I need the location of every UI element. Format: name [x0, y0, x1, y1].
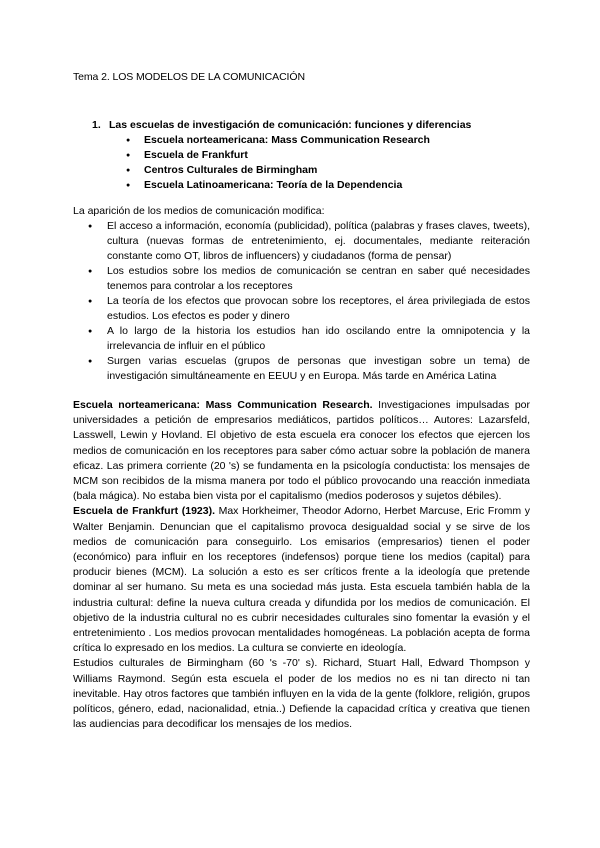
body-sections [73, 398, 530, 732]
outline-items [92, 133, 562, 193]
section-text: Max Horkheimer, Theodor Adorno, Herbet Marcuse, Eric Fromm y Walter Benjamin. Denuncian que el capitalismo provoca desigualdad social y se sirve de los medios de comunicación para conseguirlo. Los emisarios (empresarios) tienen el poder (económico) para influir en los receptores (indefensos) porque tiene los medios (capital) para producir bienes (MCM). La solución a esto es ser críticos frente a la ideología que pretende dominar al ser humano. Su meta es una sociedad más justa. Esta escuela también habla de la industria cultural: define la nueva cultura creada y difundida por los medios de comunicación. El objetivo de la industria cultural no es cubrir necesidades culturales sino fomentar la evasión y el entretenimiento . Los medios provocan mentalidades homogéneas. La población acepta de forma crítica lo expresado en los medios. La cultura se convierte en ideología. [73, 505, 530, 655]
intro-bullet: ● La teoría de los efectos que provocan sobre los receptores, el área privilegiada de estos estudios. Los efectos es poder y dinero [73, 294, 530, 324]
outline-item: ● Escuela Latinoamericana: Teoría de la Dependencia [92, 178, 562, 193]
intro-lead: La aparición de los medios de comunicación modifica: [73, 205, 325, 217]
intro-bullet: ● A lo largo de la historia los estudios han ido oscilando entre la omnipotencia y la irrelevancia de influir en el público [73, 324, 530, 354]
outline-heading-text: Las escuelas de investigación de comunicación: funciones y diferencias [109, 119, 472, 131]
section-text: Estudios culturales de Birmingham (60 's -70' s). Richard, Stuart Hall, Edward Thompson y Williams Raymond. Según esta escuela el poder de los medios no es ni tan directo ni tan inevitable. Hay otros factores que también influyen en la vida de la gente (folklore, religión, grupos políticos, género, edad, nacionalidad, etnia..) Defiende la capacidad crítica y creativa que tienen las audiencias para decodificar los mensajes de los medios. [73, 657, 530, 731]
section-text: Investigaciones impulsadas por universidades a petición de empresarios mediáticos, partidos políticos… Autores: Lazarsfeld, Lasswell, Lewin y Hovland. El objetivo de esta escuela era conocer los efectos que ejercen los medios de comunicación en los receptores para saber cómo actuar sobre la población de manera eficaz. Las primera corriente (20 's) se fundamenta en la psicología conductista: los mensajes de MCM son recibidos de la misma manera por todo el público provocando una reacción inmediata (bala mágica). No estaba bien vista por el capitalismo (medios poderosos y sujetos débiles). [73, 399, 530, 503]
outline-item: ● Centros Culturales de Birmingham [92, 163, 562, 178]
section-paragraph [73, 504, 530, 656]
outline-item: ● Escuela norteamericana: Mass Communication Research [92, 133, 562, 148]
outline-list [92, 118, 562, 193]
intro-bullets [73, 219, 530, 384]
section-paragraph [73, 656, 530, 732]
section-heading: Escuela norteamericana: Mass Communication Research. [73, 399, 373, 411]
page-title: Tema 2. LOS MODELOS DE LA COMUNICACIÓN [73, 71, 305, 83]
section-paragraph [73, 398, 530, 504]
outline-heading [92, 118, 562, 133]
intro-bullet: ● Los estudios sobre los medios de comunicación se centran en saber qué necesidades tenemos para controlar a los receptores [73, 264, 530, 294]
intro-bullet: ● Surgen varias escuelas (grupos de personas que investigan sobre un tema) de investigación simultáneamente en EEUU y en Europa. Más tarde en América Latina [73, 354, 530, 384]
outline-number: 1. [92, 119, 101, 131]
outline-item: ● Escuela de Frankfurt [92, 148, 562, 163]
section-heading: Escuela de Frankfurt (1923). [73, 505, 216, 518]
intro-bullet: ● El acceso a información, economía (publicidad), política (palabras y frases claves, tweets), cultura (nuevas formas de entretenimiento, ej. documentales, mediante reiteración constante como OT, libros de influencers) y ciudadanos (forma de pensar) [73, 219, 530, 264]
intro-section [73, 204, 530, 384]
